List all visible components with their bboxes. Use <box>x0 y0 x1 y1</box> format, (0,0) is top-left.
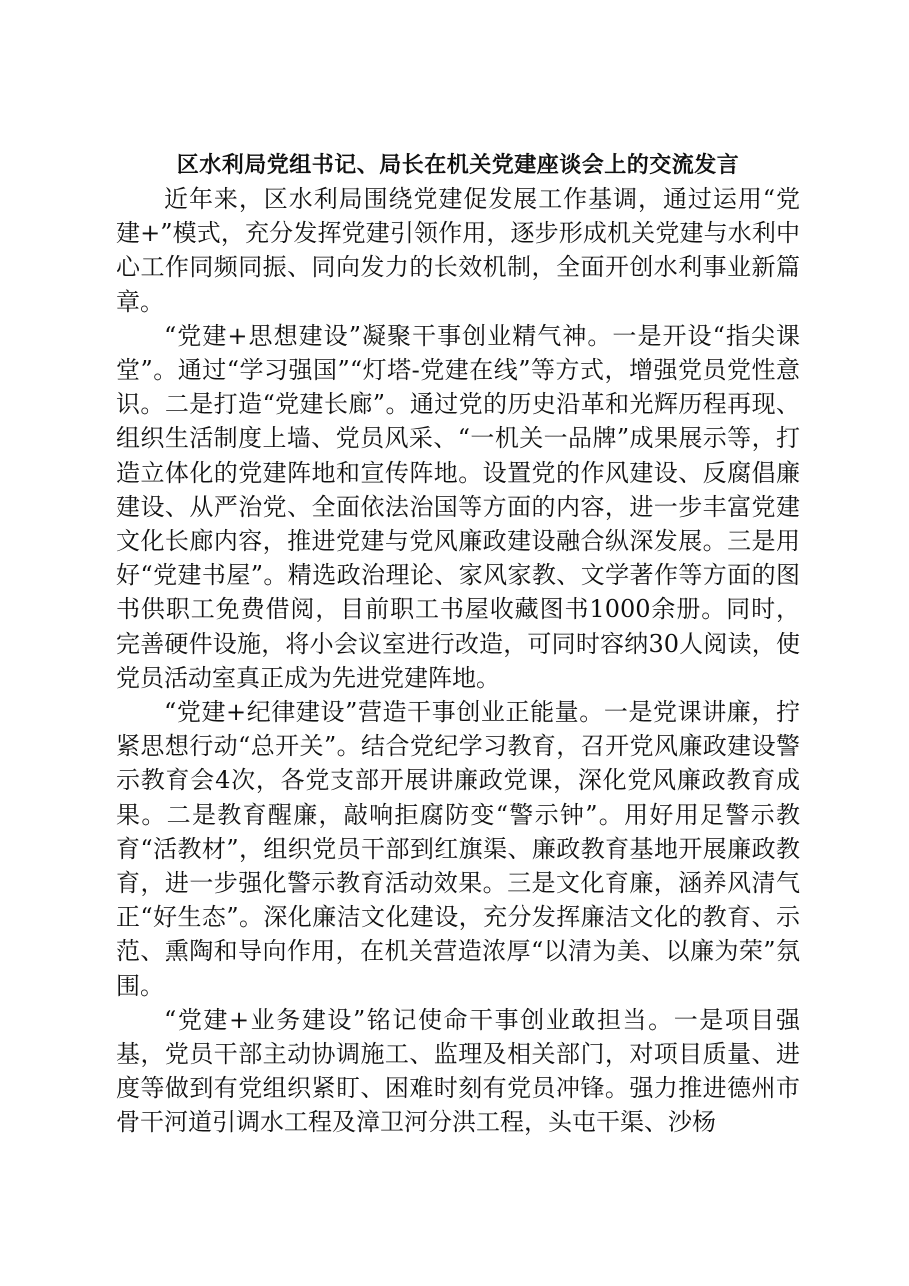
paragraph-intro: 近年来，区水利局围绕党建促发展工作基调，通过运用“党建+”模式，充分发挥党建引领作用，逐步形成机关党建与水利中心工作同频同振、同向发力的长效机制，全面开创水利事业新篇章。 <box>116 185 800 316</box>
document-title: 区水利局党组书记、局长在机关党建座谈会上的交流发言 <box>176 152 740 178</box>
paragraph-discipline-building: “党建+纪律建设”营造干事创业正能量。一是党课讲廉，拧紧思想行动“总开关”。结合党纪学习教育，召开党风廉政建设警示教育会4次，各党支部开展讲廉政党课，深化党风廉政教育成果。二是教育醒廉，敲响拒腐防变“警示钟”。用好用足警示教育“活教材”，组织党员干部到红旗渠、廉政教育基地开展廉政教育，进一步强化警示教育活动效果。三是文化育廉，涵养风清气正“好生态”。深化廉洁文化建设，充分发挥廉洁文化的教育、示范、熏陶和导向作用，在机关营造浓厚“以清为美、以廉为荣”氛围。 <box>116 698 800 1000</box>
document-body <box>116 148 800 1140</box>
paragraph-ideological-building: “党建+思想建设”凝聚干事创业精气神。一是开设“指尖课堂”。通过“学习强国”“灯塔-党建在线”等方式，增强党员党性意识。二是打造“党建长廊”。通过党的历史沿革和光辉历程再现、组织生活制度上墙、党员风采、“一机关一品牌”成果展示等，打造立体化的党建阵地和宣传阵地。设置党的作风建设、反腐倡廉建设、从严治党、全面依法治国等方面的内容，进一步丰富党建文化长廊内容，推进党建与党风廉政建设融合纵深发展。三是用好“党建书屋”。精选政治理论、家风家教、文学著作等方面的图书供职工免费借阅，目前职工书屋收藏图书1000余册。同时，完善硬件设施，将小会议室进行改造，可同时容纳30人阅读，使党员活动室真正成为先进党建阵地。 <box>116 321 800 692</box>
paragraph-business-building: “党建+业务建设”铭记使命干事创业敢担当。一是项目强基，党员干部主动协调施工、监理及相关部门，对项目质量、进度等做到有党组织紧盯、困难时刻有党员冲锋。强力推进德州市骨干河道引调水工程及漳卫河分洪工程，头屯干渠、沙杨 <box>116 1005 800 1137</box>
